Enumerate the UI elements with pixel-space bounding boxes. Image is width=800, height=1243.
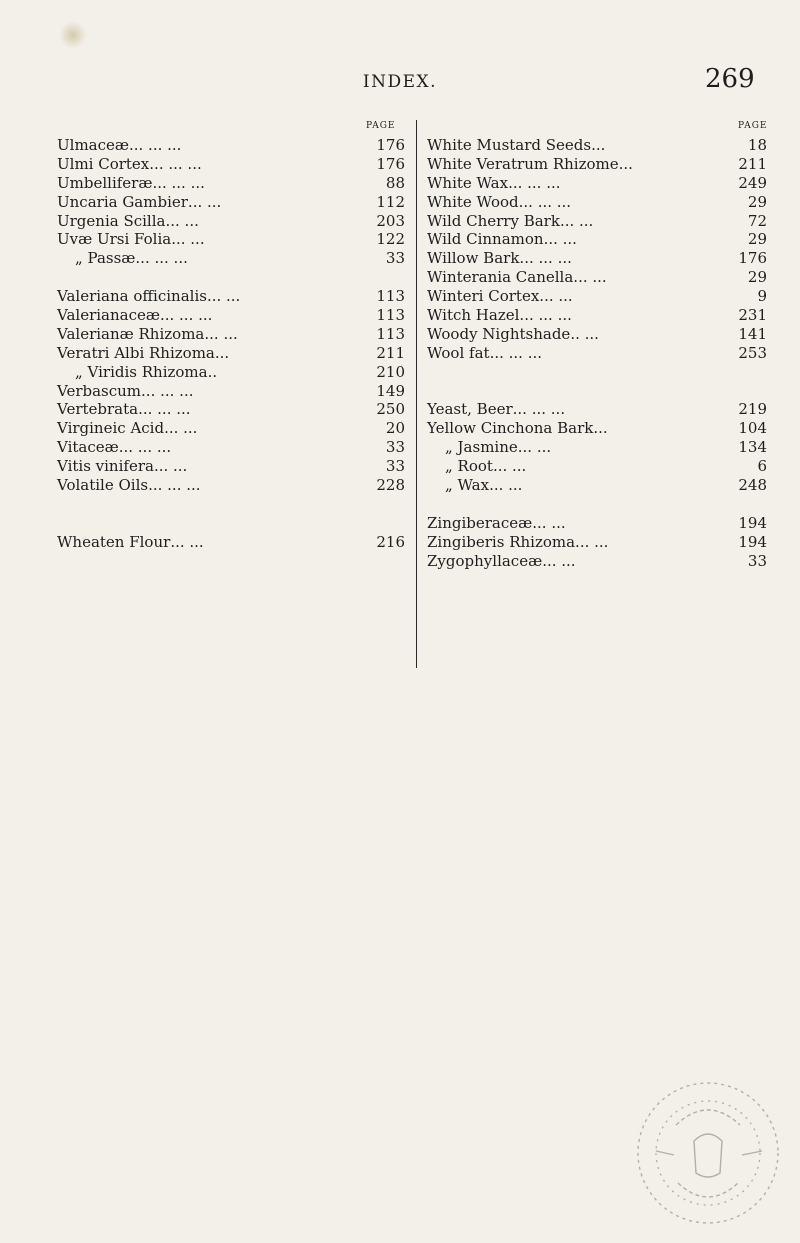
dot-leader: ... ... [532,513,566,532]
dot-leader: ... [214,343,230,362]
page-reference: 211 [376,343,405,362]
index-entry [427,174,767,193]
index-gap [57,514,405,533]
page-reference: 29 [747,268,767,287]
index-term: Virgineic Acid [57,419,165,438]
index-term: Ulmaceæ [57,136,129,154]
index-entry [427,193,767,212]
page-reference: 134 [738,438,767,457]
page-reference: 33 [385,438,405,457]
index-term: „ Root [445,457,493,476]
page-reference: 176 [738,249,767,268]
page-reference: 72 [747,211,767,230]
running-title: INDEX. [362,72,438,92]
index-term: „ Wax [445,476,490,495]
page-reference: 194 [738,532,767,551]
page-reference: 113 [376,306,405,325]
index-term: Yellow Cinchona Bark [427,419,594,438]
index-gap [427,495,767,514]
page-reference: 88 [385,173,405,192]
page-reference: 20 [385,419,405,438]
left-column-page-head: PAGE [366,121,396,131]
dot-leader: ... ... ... [519,306,572,325]
paper-stain [60,20,86,50]
index-entry [57,155,405,174]
index-entry [427,306,767,325]
index-entry [57,212,405,231]
dot-leader: ... ... [543,230,577,249]
page-reference: 219 [738,400,767,419]
index-term: White Veratrum Rhizome [427,154,619,173]
index-term: Willow Bark [427,249,520,268]
dot-leader: ... ... [171,230,205,249]
right-column-page-head: PAGE [738,121,768,131]
index-entry [57,438,405,457]
page-reference: 176 [376,154,405,173]
index-entry [427,438,767,457]
page-reference: 113 [376,324,405,343]
index-entry [57,230,405,249]
dot-leader: ... ... ... [138,400,191,419]
index-term: Zingiberaceæ [427,513,533,532]
index-term: Uvæ Ursi Folia [57,230,172,249]
dot-leader: ... ... [206,287,241,306]
dot-leader: ... [593,419,608,438]
left-index-column [57,136,405,552]
index-entry [427,249,767,268]
page-reference: 18 [747,136,767,154]
dot-leader: ... ... ... [489,343,543,362]
index-entry [427,457,767,476]
dot-leader: ... [591,136,606,154]
index-entry [57,476,405,495]
index-term: Volatile Oils [57,476,149,495]
index-entry [427,552,767,571]
index-term: Vertebrata [57,400,139,419]
dot-leader: ... ... [517,438,552,457]
dot-leader: ... ... [153,457,188,476]
page-reference: 149 [376,381,405,400]
index-term: White Mustard Seeds [427,136,592,154]
index-term: Wild Cinnamon [427,230,544,249]
dot-leader: ... ... [542,551,576,570]
dot-leader: ... ... [164,419,198,438]
index-term: White Wood [427,192,519,211]
dot-leader: ... ... [489,476,523,495]
dot-leader: ... ... ... [519,249,572,268]
dot-leader: ... ... [559,211,594,230]
dot-leader: ... ... ... [518,192,572,211]
index-entry [427,268,767,287]
page-reference: 210 [376,362,405,381]
page-reference: 33 [747,551,767,570]
dot-leader: ... ... [492,457,527,476]
index-entry [57,457,405,476]
index-entry [57,344,405,363]
index-term: Woody Nightshade [427,324,571,343]
page-reference: 33 [385,249,405,268]
index-entry [427,400,767,419]
index-term: „ Viridis Rhizoma [75,362,208,381]
index-entry [427,325,767,344]
dot-leader: ... ... [165,211,199,230]
page-reference: 176 [376,136,405,154]
dot-leader: ... ... ... [128,136,182,154]
dot-leader: .. ... [570,324,599,343]
dot-leader: ... ... [575,532,609,551]
index-term: White Wax [427,173,509,192]
index-term: Wool fat [427,343,490,362]
index-term: Verbascum [57,381,142,400]
page-reference: 253 [738,343,767,362]
page-reference: 250 [376,400,405,419]
column-divider [416,120,417,668]
index-entry [427,155,767,174]
index-entry [57,325,405,344]
dot-leader: ... ... [170,532,204,551]
index-entry [427,136,767,155]
index-term: Uncaria Gambier [57,192,188,211]
page-reference: 248 [738,476,767,495]
index-entry [57,400,405,419]
dot-leader: ... ... ... [508,173,561,192]
index-entry [57,363,405,382]
dot-leader: ... ... [573,268,607,287]
page-reference: 9 [757,287,767,306]
dot-leader: ... ... [539,287,573,306]
dot-leader: ... ... [187,192,222,211]
index-term: „ Passæ [75,249,136,268]
page-reference: 33 [385,457,405,476]
dot-leader: ... ... ... [512,400,566,419]
index-entry [427,476,767,495]
index-term: Yeast, Beer [427,400,513,419]
index-term: Ulmi Cortex [57,154,150,173]
index-term: „ Jasmine [445,438,518,457]
page-reference: 29 [747,192,767,211]
dot-leader: ... ... ... [149,154,202,173]
dot-leader: ... ... ... [152,173,205,192]
index-gap [57,268,405,287]
index-term: Vitis vinifera [57,457,154,476]
index-entry [57,193,405,212]
dot-leader: ... ... [204,324,238,343]
index-entry [427,514,767,533]
index-entry [427,533,767,552]
index-term: Valeriana officinalis [57,287,207,306]
index-term: Zygophyllaceæ [427,551,543,570]
index-entry [427,230,767,249]
dot-leader: ... ... ... [141,381,194,400]
page-reference: 29 [747,230,767,249]
page-reference: 6 [757,457,767,476]
right-index-column [427,136,767,570]
index-term: Vitaceæ [57,438,119,457]
page-reference: 194 [738,513,767,532]
index-entry [57,419,405,438]
index-entry [57,136,405,155]
index-entry [427,419,767,438]
page-reference: 122 [376,230,405,249]
index-gap [57,495,405,514]
dot-leader: ... ... ... [148,476,201,495]
page-reference: 216 [376,532,405,551]
page-number: 269 [705,64,755,94]
library-stamp [616,1055,796,1235]
index-entry [57,287,405,306]
index-term: Winterania Canella [427,268,574,287]
page-reference: 249 [738,173,767,192]
page-reference: 104 [738,419,767,438]
index-term: Wild Cherry Bark [427,211,560,230]
index-entry [57,306,405,325]
dot-leader: ... ... ... [135,249,188,268]
index-entry [57,249,405,268]
page-reference: 228 [376,476,405,495]
page-reference: 141 [738,324,767,343]
page-reference: 231 [738,306,767,325]
dot-leader: .. [207,362,218,381]
page-reference: 203 [376,211,405,230]
page-reference: 112 [376,192,405,211]
page-reference: 113 [376,287,405,306]
dot-leader: ... [618,154,633,173]
page-reference: 211 [738,154,767,173]
index-term: Valerianæ Rhizoma [57,324,205,343]
index-term: Witch Hazel [427,306,520,325]
index-entry [427,344,767,363]
index-entry [57,382,405,401]
index-term: Zingiberis Rhizoma [427,532,576,551]
index-term: Winteri Cortex [427,287,540,306]
index-entry [57,174,405,193]
index-term: Wheaten Flour [57,532,171,551]
dot-leader: ... ... ... [118,438,172,457]
index-gap [427,382,767,401]
index-term: Umbelliferæ [57,173,153,192]
index-term: Urgenia Scilla [57,211,166,230]
index-gap [427,363,767,382]
index-entry [57,533,405,552]
index-term: Valerianaceæ [57,306,160,325]
index-term: Veratri Albi Rhizoma [57,343,215,362]
dot-leader: ... ... ... [159,306,213,325]
index-entry [427,287,767,306]
index-entry [427,212,767,231]
